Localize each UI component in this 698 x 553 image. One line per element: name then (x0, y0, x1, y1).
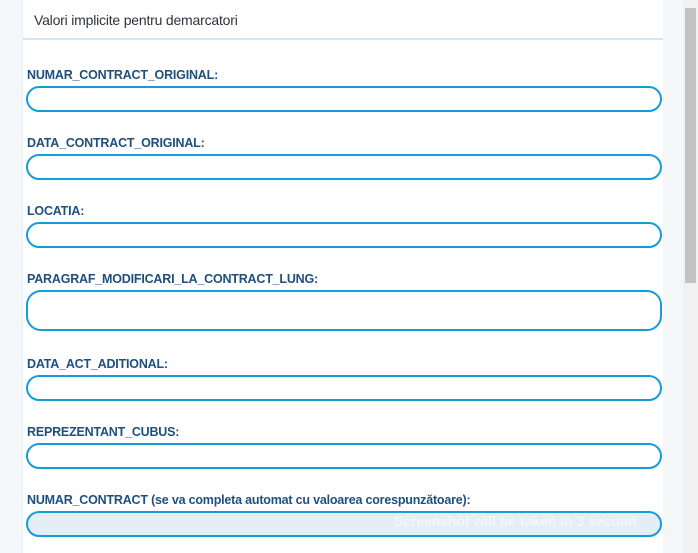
field-label: LOCATIA: (27, 204, 85, 218)
data-contract-original-input[interactable] (26, 154, 662, 180)
screenshot-countdown-overlay: Screenshot will be taken in 3 second (394, 514, 637, 529)
field-label: NUMAR_CONTRACT_ORIGINAL: (27, 68, 219, 82)
field-data-act-aditional (26, 357, 661, 401)
vertical-scrollbar[interactable] (683, 0, 698, 553)
field-label: PARAGRAF_MODIFICARI_LA_CONTRACT_LUNG: (27, 272, 318, 286)
field-data-contract-original (26, 136, 661, 180)
field-label: DATA_CONTRACT_ORIGINAL: (27, 136, 205, 150)
numar-contract-input[interactable] (26, 511, 662, 537)
scrollbar-thumb[interactable] (685, 8, 696, 283)
form-panel (22, 0, 663, 553)
field-locatia (26, 204, 661, 248)
panel-title: Valori implicite pentru demarcatori (34, 12, 238, 28)
field-label: NUMAR_CONTRACT (se va completa automat cu valoarea corespunzătoare): (27, 493, 471, 507)
field-numar-contract-original (26, 68, 661, 112)
paragraf-modificari-textarea[interactable] (26, 290, 662, 331)
field-reprezentant-cubus (26, 425, 661, 469)
reprezentant-cubus-input[interactable] (26, 443, 662, 469)
locatia-input[interactable] (26, 222, 662, 248)
fields-container (23, 40, 663, 537)
field-numar-contract (26, 493, 661, 537)
numar-contract-original-input[interactable] (26, 86, 662, 112)
field-paragraf-modificari (26, 272, 661, 331)
field-label: REPREZENTANT_CUBUS: (27, 425, 180, 439)
data-act-aditional-input[interactable] (26, 375, 662, 401)
field-label: DATA_ACT_ADITIONAL: (27, 357, 168, 371)
